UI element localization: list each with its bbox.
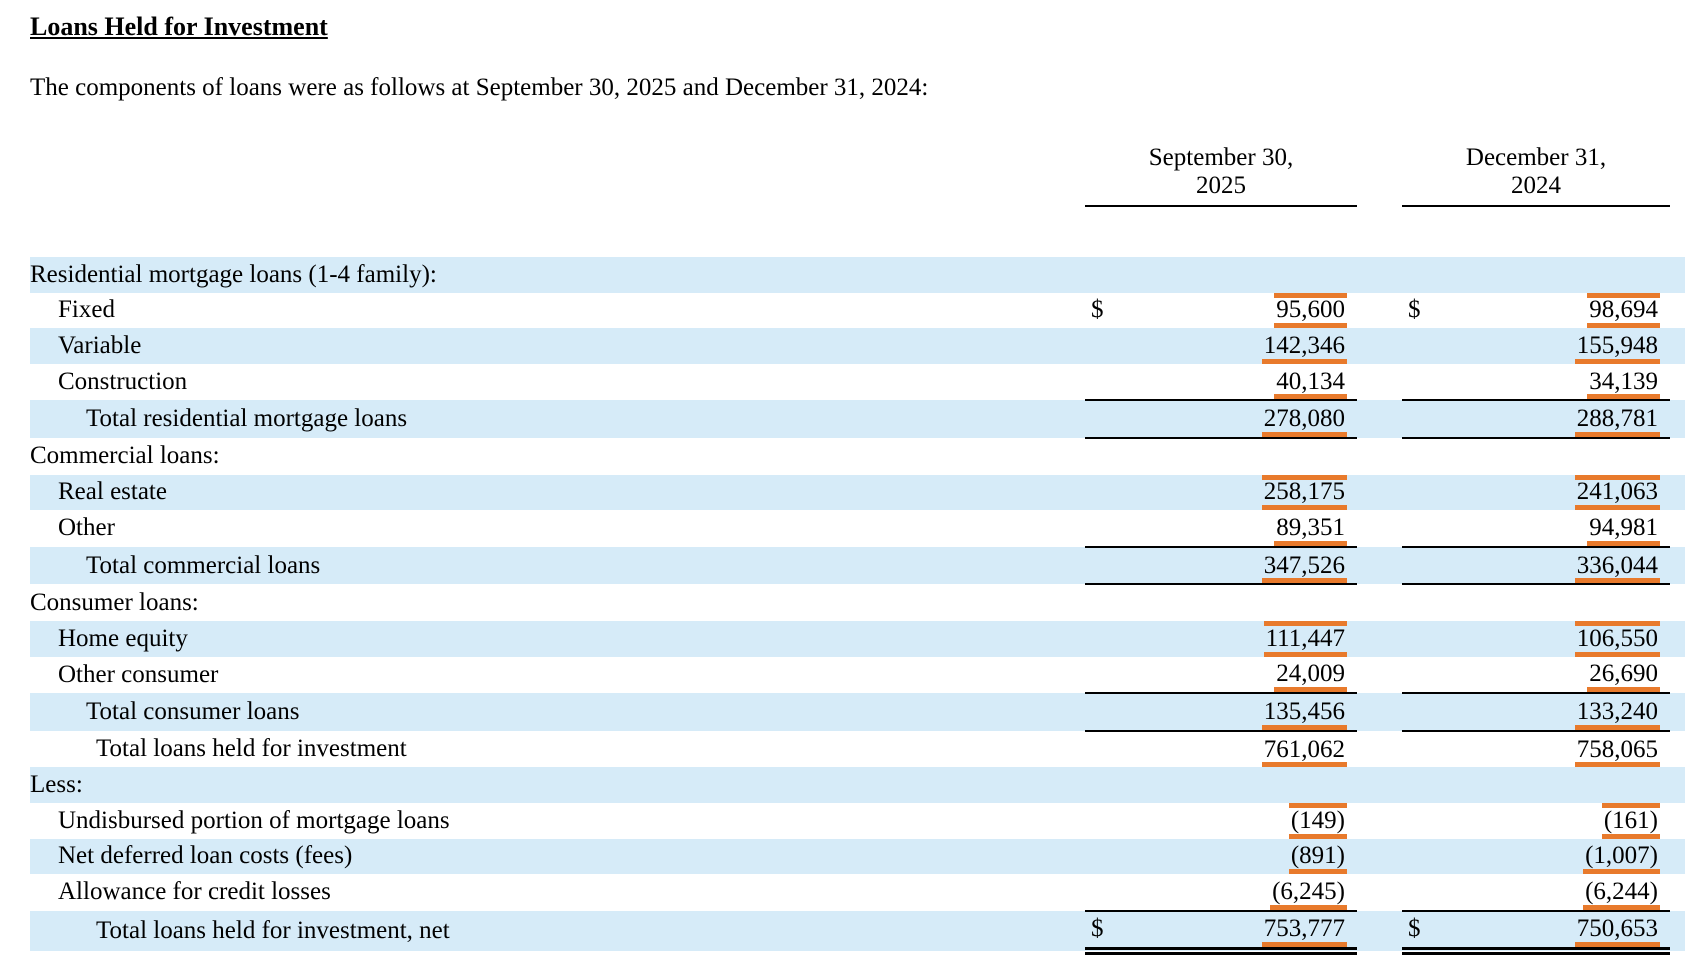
table-row [30,911,1685,952]
row-pad [1670,438,1685,475]
column-gap [1357,438,1402,475]
row-pad [1670,328,1685,364]
value: 258,175 [1262,475,1347,511]
row-pad [1670,584,1685,621]
value-cell-dec31-2024 [1402,328,1670,364]
value-cell-sep30-2025 [1085,731,1357,768]
value: 288,781 [1575,401,1660,437]
table-row [30,621,1685,657]
value: (1,007) [1583,839,1660,875]
table-row [30,510,1685,547]
value: (6,244) [1583,874,1660,910]
value-cell-dec31-2024 [1402,874,1670,911]
row-label: Commercial loans: [30,442,220,470]
column-gap [1357,584,1402,621]
loans-components-table [30,134,1685,955]
row-label: Total loans held for investment [96,735,407,763]
column-gap [1357,475,1402,511]
value: 106,550 [1575,621,1660,657]
currency-symbol: $ [1408,915,1421,943]
value-cell-sep30-2025 [1085,475,1357,511]
table-row [30,803,1685,839]
value-cell-dec31-2024 [1402,693,1670,731]
value: 95,600 [1274,293,1347,329]
value-cell-sep30-2025 [1085,438,1357,475]
value: (891) [1289,839,1347,875]
value-cell-dec31-2024 [1402,621,1670,657]
value: 24,009 [1274,657,1347,693]
row-pad [1670,475,1685,511]
value-cell-sep30-2025 [1085,874,1357,911]
value-cell-dec31-2024 [1402,803,1670,839]
value-cell-sep30-2025 [1085,621,1357,657]
column-gap [1357,364,1402,401]
value-cell-dec31-2024 [1402,510,1670,547]
value: 34,139 [1587,364,1660,400]
header-pad-cell [1670,134,1685,206]
row-label: Other [58,514,115,542]
row-label: Total loans held for investment, net [96,916,450,944]
column-header-line2: 2025 [1196,172,1246,199]
header-row [30,134,1685,206]
row-pad [1670,803,1685,839]
value: 758,065 [1575,732,1660,768]
column-gap [1357,257,1402,293]
value: 142,346 [1262,328,1347,364]
value: (6,245) [1270,874,1347,910]
table-row [30,584,1685,621]
value-cell-sep30-2025 [1085,803,1357,839]
row-label: Home equity [58,624,188,652]
column-header-sep30-2025 [1085,134,1357,206]
row-label: Construction [58,368,188,396]
header-spacer-cell [30,134,1085,206]
value: 26,690 [1587,657,1660,693]
row-pad [1670,400,1685,438]
value-cell-dec31-2024 [1402,731,1670,768]
value-cell-dec31-2024 [1402,400,1670,438]
value-cell-sep30-2025 [1085,257,1357,293]
column-gap [1357,621,1402,657]
section-title: Loans Held for Investment [30,12,328,41]
value-cell-sep30-2025 [1085,911,1357,952]
column-gap [1357,874,1402,911]
row-pad [1670,621,1685,657]
value: 761,062 [1262,732,1347,768]
intro-paragraph: The components of loans were as follows at September 30, 2025 and December 31, 2024: [30,74,929,101]
row-label: Consumer loans: [30,588,199,616]
value-cell-dec31-2024 [1402,438,1670,475]
value-cell-sep30-2025 [1085,364,1357,401]
row-label: Residential mortgage loans (1-4 family): [30,260,437,288]
value-cell-dec31-2024 [1402,364,1670,401]
value-cell-sep30-2025 [1085,510,1357,547]
value-cell-sep30-2025 [1085,693,1357,731]
table-row [30,293,1685,329]
value-cell-dec31-2024 [1402,657,1670,694]
value: 347,526 [1262,548,1347,584]
value: 133,240 [1575,694,1660,730]
value: 278,080 [1262,401,1347,437]
table-header [30,134,1685,257]
column-gap [1357,911,1402,952]
value-cell-dec31-2024 [1402,293,1670,329]
row-pad [1670,911,1685,952]
row-pad [1670,693,1685,731]
value-cell-dec31-2024 [1402,257,1670,293]
value-cell-sep30-2025 [1085,767,1357,803]
value-cell-sep30-2025 [1085,584,1357,621]
value-cell-sep30-2025 [1085,839,1357,875]
table-row [30,693,1685,731]
column-gap [1357,293,1402,329]
table-row [30,874,1685,911]
value: 336,044 [1575,548,1660,584]
table-row [30,257,1685,293]
row-pad [1670,510,1685,547]
table-row [30,767,1685,803]
value-cell-sep30-2025 [1085,547,1357,585]
header-gap-cell [1357,134,1402,206]
row-label: Other consumer [58,660,219,688]
column-header-dec31-2024 [1402,134,1670,206]
row-pad [1670,257,1685,293]
value-cell-dec31-2024 [1402,839,1670,875]
row-pad [1670,657,1685,694]
value: 94,981 [1587,510,1660,546]
column-gap [1357,400,1402,438]
row-label: Real estate [58,478,167,506]
value: 135,456 [1262,694,1347,730]
column-gap [1357,510,1402,547]
currency-symbol: $ [1091,296,1104,324]
column-header-line1: September 30, [1148,144,1294,171]
column-gap [1357,328,1402,364]
row-pad [1670,839,1685,875]
column-gap [1357,693,1402,731]
value: (161) [1602,803,1660,839]
value: (149) [1289,803,1347,839]
row-pad [1670,547,1685,585]
table-row [30,475,1685,511]
column-gap [1357,767,1402,803]
row-label: Total commercial loans [86,551,321,579]
value-cell-sep30-2025 [1085,328,1357,364]
row-label: Allowance for credit losses [58,878,331,906]
column-gap [1357,547,1402,585]
value-cell-dec31-2024 [1402,475,1670,511]
value-cell-dec31-2024 [1402,547,1670,585]
row-pad [1670,731,1685,768]
column-gap [1357,803,1402,839]
row-pad [1670,767,1685,803]
row-pad [1670,874,1685,911]
currency-symbol: $ [1091,915,1104,943]
column-gap [1357,731,1402,768]
table-row [30,364,1685,401]
table-row [30,328,1685,364]
value-cell-sep30-2025 [1085,400,1357,438]
value: 241,063 [1575,475,1660,511]
column-gap [1357,657,1402,694]
loans-table-body [30,257,1685,951]
value: 111,447 [1264,621,1347,657]
value: 750,653 [1575,912,1660,948]
row-label: Total consumer loans [86,697,300,725]
column-gap [1357,839,1402,875]
header-body-spacer [30,206,1685,257]
row-pad [1670,293,1685,329]
row-pad [1670,364,1685,401]
row-label: Total residential mortgage loans [86,405,408,433]
table-row [30,438,1685,475]
row-label: Undisbursed portion of mortgage loans [58,806,450,834]
table-row [30,731,1685,768]
value: 89,351 [1274,510,1347,546]
value: 98,694 [1587,293,1660,329]
value-cell-sep30-2025 [1085,657,1357,694]
row-label: Net deferred loan costs (fees) [58,842,353,870]
value-cell-dec31-2024 [1402,584,1670,621]
column-header-line2: 2024 [1511,172,1561,199]
table-row [30,400,1685,438]
row-label: Variable [58,331,142,359]
row-label: Less: [30,771,83,799]
value-cell-sep30-2025 [1085,293,1357,329]
value-cell-dec31-2024 [1402,911,1670,952]
value: 155,948 [1575,328,1660,364]
table-row [30,657,1685,694]
currency-symbol: $ [1408,296,1421,324]
row-label: Fixed [58,296,115,324]
value-cell-dec31-2024 [1402,767,1670,803]
table-row [30,839,1685,875]
table-row [30,547,1685,585]
column-header-line1: December 31, [1465,144,1607,171]
value: 753,777 [1262,912,1347,948]
value: 40,134 [1274,364,1347,400]
